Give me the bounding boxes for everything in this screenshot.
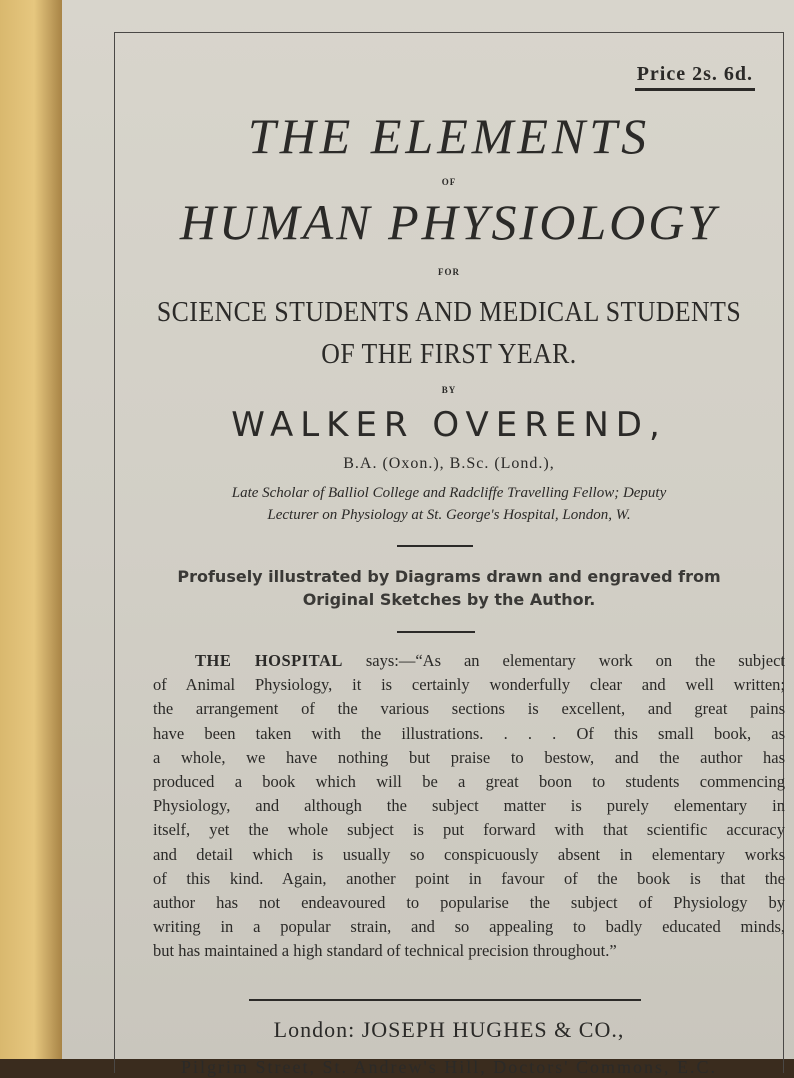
price-label: Price 2s. 6d. <box>635 63 755 91</box>
review-line: itself, yet the whole subject is put forward with that scientific accuracy <box>153 820 785 840</box>
page-frame <box>114 32 785 1077</box>
review-line: the arrangement of the various sections is excellent, and great pains <box>153 699 785 719</box>
of-connector: OF <box>441 177 457 187</box>
illustrations-note <box>115 565 783 611</box>
review-line: and detail which is usually so conspicuously absent in elementary works <box>153 844 785 864</box>
author-credentials-2: Lecturer on Physiology at St. George's Hospital, London, W. <box>267 507 631 523</box>
divider-rule <box>249 999 641 1001</box>
subtitle-line-1: SCIENCE STUDENTS AND MEDICAL STUDENTS <box>156 297 742 328</box>
author-name: WALKER OVEREND, <box>231 405 667 445</box>
illustrations-line-2: Original Sketches by the Author. <box>302 590 596 609</box>
title-page <box>62 0 794 1077</box>
review-source: THE HOSPITAL <box>195 651 343 670</box>
title-line-2: HUMAN PHYSIOLOGY <box>179 194 719 250</box>
for-connector: FOR <box>438 267 460 277</box>
divider-rule <box>397 631 475 633</box>
review-line: author has not endeavoured to popularise the subject of Physiology by <box>153 893 785 913</box>
review-line: have been taken with the illustrations. . . . Of this small book, as <box>153 723 785 743</box>
by-connector: BY <box>441 385 457 395</box>
review-line: THE HOSPITAL says:—“As an elementary work on the subject <box>195 651 785 670</box>
review-line: writing in a popular strain, and so appealing to badly educated minds, <box>153 917 785 937</box>
review-line: a whole, we have nothing but praise to bestow, and the author has <box>153 747 785 767</box>
review-line: Physiology, and although the subject matter is purely elementary in <box>153 796 785 816</box>
left-page-edge <box>0 0 62 1059</box>
review-line: but has maintained a high standard of technical precision throughout.” <box>153 941 617 961</box>
author-degrees: B.A. (Oxon.), B.Sc. (Lond.), <box>343 455 555 472</box>
review-quote <box>153 649 785 964</box>
title-line-1: THE ELEMENTS <box>247 108 651 164</box>
publisher-line: London: JOSEPH HUGHES & CO., <box>273 1017 625 1042</box>
publisher-address: Pilgrim Street, St. Andrew's Hill, Doctors' Commons, E.C. <box>181 1057 717 1077</box>
subtitle-line-2: OF THE FIRST YEAR. <box>321 339 577 370</box>
divider-rule <box>397 545 473 547</box>
author-credentials-1: Late Scholar of Balliol College and Radcliffe Travelling Fellow; Deputy <box>231 485 667 501</box>
review-line: produced a book which will be a great boon to students commencing <box>153 772 785 792</box>
illustrations-line-1: Profusely illustrated by Diagrams drawn and engraved from <box>177 567 721 586</box>
review-line: of this kind. Again, another point in favour of the book is that the <box>153 868 785 888</box>
review-line: of Animal Physiology, it is certainly wonderfully clear and well written; <box>153 675 785 695</box>
